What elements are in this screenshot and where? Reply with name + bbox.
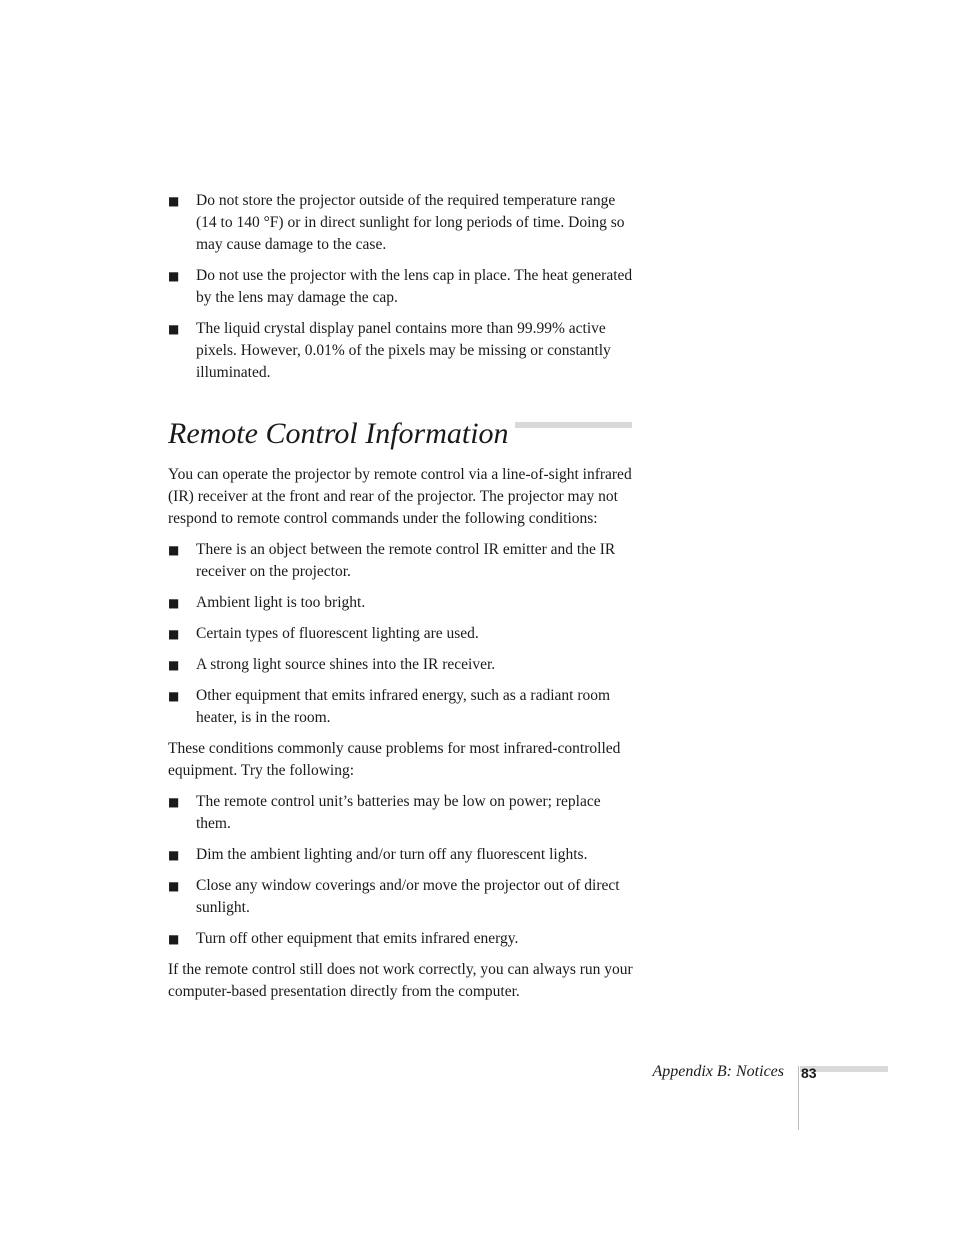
list-item-text: A strong light source shines into the IR receiver. bbox=[196, 656, 496, 673]
remedies-list bbox=[168, 791, 634, 950]
middle-paragraph: These conditions commonly cause problems for most infrared-controlled equipment. Try the following: bbox=[168, 740, 621, 779]
bullet-square-icon: ■ bbox=[168, 543, 180, 557]
section-title: Remote Control Information bbox=[168, 414, 515, 454]
list-item-text: Other equipment that emits infrared energy, such as a radiant room heater, is in the room. bbox=[196, 687, 611, 726]
list-item-text: The remote control unit’s batteries may be low on power; replace them. bbox=[196, 793, 601, 832]
bullet-square-icon: ■ bbox=[168, 658, 180, 672]
bullet-square-icon: ■ bbox=[168, 322, 180, 336]
bullet-square-icon: ■ bbox=[168, 932, 180, 946]
precautions-list bbox=[168, 190, 634, 384]
list-item bbox=[168, 685, 634, 729]
bullet-square-icon: ■ bbox=[168, 596, 180, 610]
bullet-square-icon: ■ bbox=[168, 879, 180, 893]
list-item bbox=[168, 928, 634, 950]
closing-paragraph: If the remote control still does not work correctly, you can always run your computer-based presentation directly from the computer. bbox=[168, 961, 633, 1000]
conditions-list bbox=[168, 539, 634, 729]
bullet-square-icon: ■ bbox=[168, 194, 180, 208]
list-item bbox=[168, 654, 634, 676]
list-item bbox=[168, 875, 634, 919]
bullet-square-icon: ■ bbox=[168, 689, 180, 703]
list-item-text: Certain types of fluorescent lighting are used. bbox=[196, 625, 479, 642]
list-item-text: Do not use the projector with the lens cap in place. The heat generated by the lens may damage the cap. bbox=[196, 267, 633, 306]
section-heading bbox=[168, 414, 634, 454]
bullet-square-icon: ■ bbox=[168, 848, 180, 862]
list-item bbox=[168, 318, 634, 384]
list-item-text: Dim the ambient lighting and/or turn off any fluorescent lights. bbox=[196, 846, 588, 863]
page-number: 83 bbox=[801, 1065, 817, 1081]
bullet-square-icon: ■ bbox=[168, 795, 180, 809]
list-item bbox=[168, 190, 634, 256]
list-item bbox=[168, 623, 634, 645]
list-item-text: The liquid crystal display panel contains more than 99.99% active pixels. However, 0.01% of the pixels may be missing or constantly illuminated. bbox=[196, 320, 611, 381]
list-item-text: Close any window coverings and/or move the projector out of direct sunlight. bbox=[196, 877, 620, 916]
list-item bbox=[168, 265, 634, 309]
footer-divider bbox=[798, 1066, 799, 1130]
list-item bbox=[168, 791, 634, 835]
list-item bbox=[168, 844, 634, 866]
list-item bbox=[168, 592, 634, 614]
intro-paragraph: You can operate the projector by remote control via a line-of-sight infrared (IR) receiver at the front and rear of the projector. The projector may not respond to remote control commands under the following conditions: bbox=[168, 466, 632, 527]
list-item-text: Turn off other equipment that emits infrared energy. bbox=[196, 930, 519, 947]
page-content bbox=[168, 190, 634, 1012]
list-item bbox=[168, 539, 634, 583]
list-item-text: There is an object between the remote control IR emitter and the IR receiver on the projector. bbox=[196, 541, 616, 580]
bullet-square-icon: ■ bbox=[168, 627, 180, 641]
list-item-text: Do not store the projector outside of the required temperature range (14 to 140 °F) or in direct sunlight for long periods of time. Doing so may cause damage to the case. bbox=[196, 192, 625, 253]
bullet-square-icon: ■ bbox=[168, 269, 180, 283]
list-item-text: Ambient light is too bright. bbox=[196, 594, 366, 611]
running-footer: Appendix B: Notices bbox=[652, 1063, 784, 1080]
